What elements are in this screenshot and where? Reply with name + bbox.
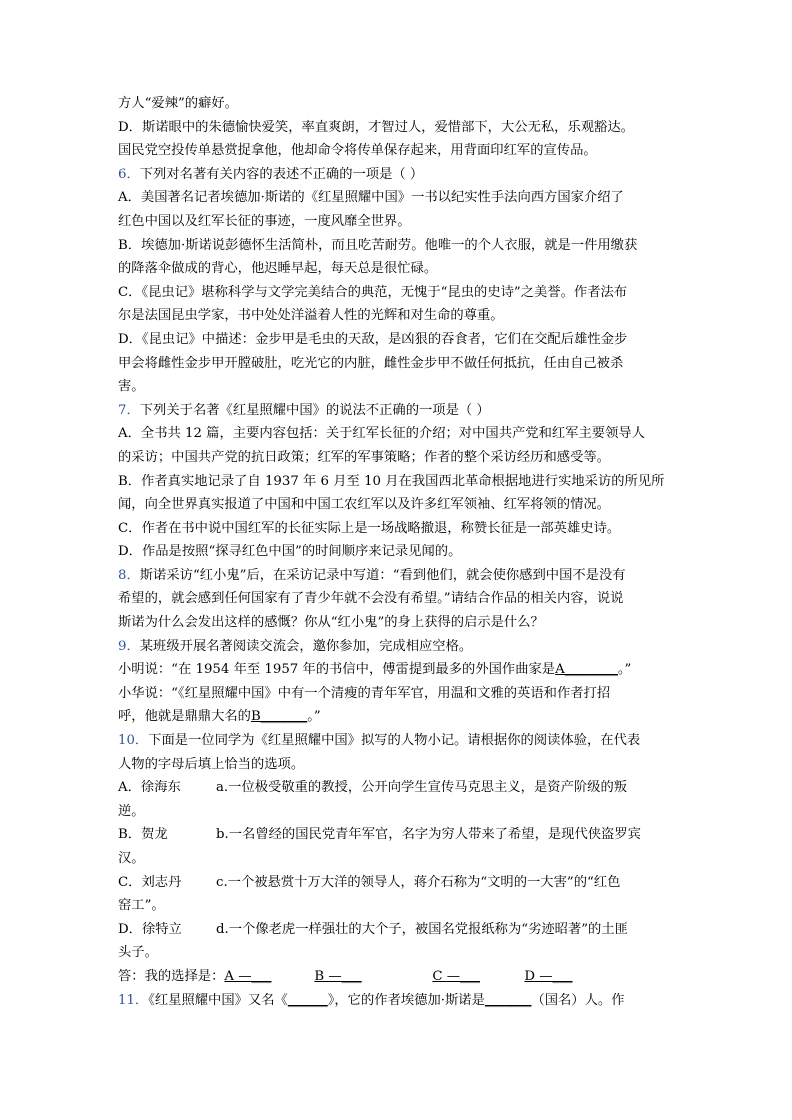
answer-blank: A________ — [555, 662, 618, 678]
line-text: d.一个像老虎一样强壮的大个子，被国名党报纸称为“劣迹昭著”的土匪 — [216, 921, 628, 937]
line-text: 下面是一位同学为《红星照耀中国》拟写的人物小记。请根据你的阅读体验，在代表 — [148, 733, 641, 749]
text-line — [118, 352, 678, 376]
line-text: 某班级开展名著阅读交流会，邀你参加，完成相应空格。 — [139, 638, 473, 654]
line-text: 》，它的作者埃德加·斯诺是 — [327, 992, 485, 1008]
text-line — [118, 422, 678, 446]
option-label: B．贺龙 — [118, 827, 168, 843]
answer-blank: _______ — [484, 992, 532, 1008]
line-text-end: 。” — [617, 662, 632, 678]
question-number: 8． — [118, 567, 140, 583]
text-line — [118, 493, 678, 517]
line-text: a.一位极受敬重的教授，公开向学生宣传马克思主义，是资产阶级的叛 — [216, 780, 628, 796]
line-text: 逆。 — [118, 803, 145, 819]
answer-blank-c: C —___ — [432, 968, 481, 984]
line-text: 汉。 — [118, 851, 145, 866]
line-text: 闻，向全世界真实报道了中国和中国工农红军以及许多红军领袖、红军将领的情况。 — [118, 497, 610, 513]
text-line — [118, 894, 678, 918]
line-text: B．埃德加·斯诺说彭德怀生活简朴，而且吃苦耐劳。他唯一的个人衣服，就是一件用缴获 — [118, 237, 638, 253]
line-text: B．作者真实地记录了自 1937 年 6 月至 10 月在我国西北革命根据地进行实地采访的所见所 — [118, 473, 665, 489]
text-line — [118, 281, 678, 305]
line-text: 希望的，就会感到任何国家有了青少年就不会没有希望。”请结合作品的相关内容，说说 — [118, 591, 624, 607]
text-line — [118, 611, 678, 635]
line-text: A．美国著名记者埃德加·斯诺的《红星照耀中国》一书以纪实性手法向西方国家介绍了 — [118, 190, 624, 206]
text-line — [118, 705, 678, 729]
text-line — [118, 941, 678, 965]
line-text: 《红星照耀中国》又名《 — [148, 992, 288, 1008]
line-text: A．全书共 12 篇，主要内容包括：关于红军长征的介绍；对中国共产党和红军主要领导人 — [118, 426, 645, 442]
question-number: 7． — [118, 402, 140, 418]
line-text: 红色中国以及红军长征的事迹，一度风靡全世界。 — [118, 213, 411, 229]
text-line — [118, 186, 678, 210]
text-line — [118, 658, 678, 682]
text-line — [118, 918, 678, 942]
answer-blank-d: D —___ — [524, 968, 573, 984]
line-text: c.一个被悬赏十万大洋的领导人，蒋介石称为“文明的一大害”的“红色 — [216, 874, 621, 890]
text-line — [118, 446, 678, 470]
question-number: 10． — [118, 733, 149, 749]
line-text: 小明说：“在 1954 年至 1957 年的书信中，傅雷提到最多的外国作曲家是 — [118, 662, 556, 678]
line-text: 尔是法国昆虫学家，书中处处洋溢着人性的光辉和对生命的尊重。 — [118, 308, 504, 324]
question-number: 9． — [118, 638, 140, 654]
text-line — [118, 753, 678, 777]
text-line — [118, 823, 678, 847]
text-line — [118, 847, 678, 871]
question-number: 6． — [118, 166, 140, 182]
option-label: D．徐特立 — [118, 921, 182, 937]
line-text: 人物的字母后填上恰当的选项。 — [118, 756, 305, 772]
text-line — [118, 470, 678, 494]
line-text: 头子。 — [118, 945, 158, 961]
text-line — [118, 635, 678, 659]
text-line — [118, 871, 678, 895]
text-line — [118, 257, 678, 281]
text-line — [118, 587, 678, 611]
line-text: 小华说：“《红星照耀中国》中有一个清瘦的青年军官，用温和文雅的英语和作者打招 — [118, 685, 611, 701]
line-text: 下列对名著有关内容的表述不正确的一项是（ ） — [139, 166, 424, 182]
text-line — [118, 210, 678, 234]
answer-blank: ______ — [287, 992, 328, 1008]
text-line — [118, 304, 678, 328]
text-line — [118, 729, 678, 753]
question-number: 11． — [118, 992, 149, 1008]
text-line — [118, 800, 678, 824]
line-text: D．斯诺眼中的朱德愉快爱笑，率直爽朗，才智过人，爱惜部下，大公无私，乐观豁达。 — [118, 119, 634, 135]
line-text-end: 。” — [307, 709, 321, 725]
line-text: 呼，他就是鼎鼎大名的 — [118, 709, 251, 725]
line-text: 下列关于名著《红星照耀中国》的说法不正确的一项是（ ） — [139, 402, 490, 418]
text-line — [118, 682, 678, 706]
line-text: C．作者在书中说中国红军的长征实际上是一场战略撤退，称赞长征是一部英雄史诗。 — [118, 520, 621, 536]
text-line — [118, 399, 678, 423]
text-line — [118, 234, 678, 258]
answer-blank-b: B —___ — [314, 968, 362, 984]
text-line — [118, 517, 678, 541]
text-line — [118, 375, 678, 399]
line-text: 窑工”。 — [118, 898, 165, 914]
line-text: D．作品是按照“探寻红色中国”的时间顺序来记录见闻的。 — [118, 544, 462, 560]
line-text: C．《昆虫记》堪称科学与文学完美结合的典范，无愧于“昆虫的史诗”之美誉。作者法布 — [118, 284, 628, 300]
line-text: 甲会将雌性金步甲开膛破肚，吃光它的内脏，雌性金步甲不做任何抵抗，任由自己被杀 — [118, 355, 624, 371]
line-text: 斯诺采访“红小鬼”后，在采访记录中写道：“看到他们，就会使你感到中国不是没有 — [139, 567, 626, 583]
text-line — [118, 116, 678, 140]
line-text: 的采访；中国共产党的抗日政策；红军的军事策略；作者的整个采访经历和感受等。 — [118, 449, 610, 465]
line-text: D．《昆虫记》中描述：金步甲是毛虫的天敌，是凶狠的吞食者，它们在交配后雄性金步 — [118, 331, 628, 347]
line-text-end: （国名）人。作 — [531, 992, 625, 1008]
text-line — [118, 92, 678, 116]
line-text: 国民党空投传单悬赏捉拿他，他却命令将传单保存起来，用背面印红军的宣传品。 — [118, 143, 597, 159]
text-line — [118, 540, 678, 564]
document-page — [118, 92, 678, 1012]
line-text: 的降落伞做成的背心，他迟睡早起，每天总是很忙碌。 — [118, 261, 438, 277]
option-label: A．徐海东 — [118, 780, 181, 796]
answer-blank: B_______ — [250, 709, 308, 725]
line-text: 方人“爱辣”的癖好。 — [118, 96, 238, 111]
text-line — [118, 163, 678, 187]
text-line — [118, 776, 678, 800]
text-line — [118, 564, 678, 588]
text-line — [118, 989, 678, 1013]
answer-blank-a: A —___ — [224, 968, 272, 984]
text-line — [118, 139, 678, 163]
line-text: 害。 — [118, 379, 145, 395]
option-label: C．刘志丹 — [118, 874, 182, 890]
line-text: b.一名曾经的国民党青年军官，名字为穷人带来了希望，是现代侠盗罗宾 — [216, 827, 641, 843]
answer-line — [118, 965, 678, 989]
line-text: 斯诺为什么会发出这样的感慨？你从“红小鬼”的身上获得的启示是什么？ — [118, 615, 544, 631]
answer-prefix: 答：我的选择是： — [118, 968, 225, 984]
text-line — [118, 328, 678, 352]
